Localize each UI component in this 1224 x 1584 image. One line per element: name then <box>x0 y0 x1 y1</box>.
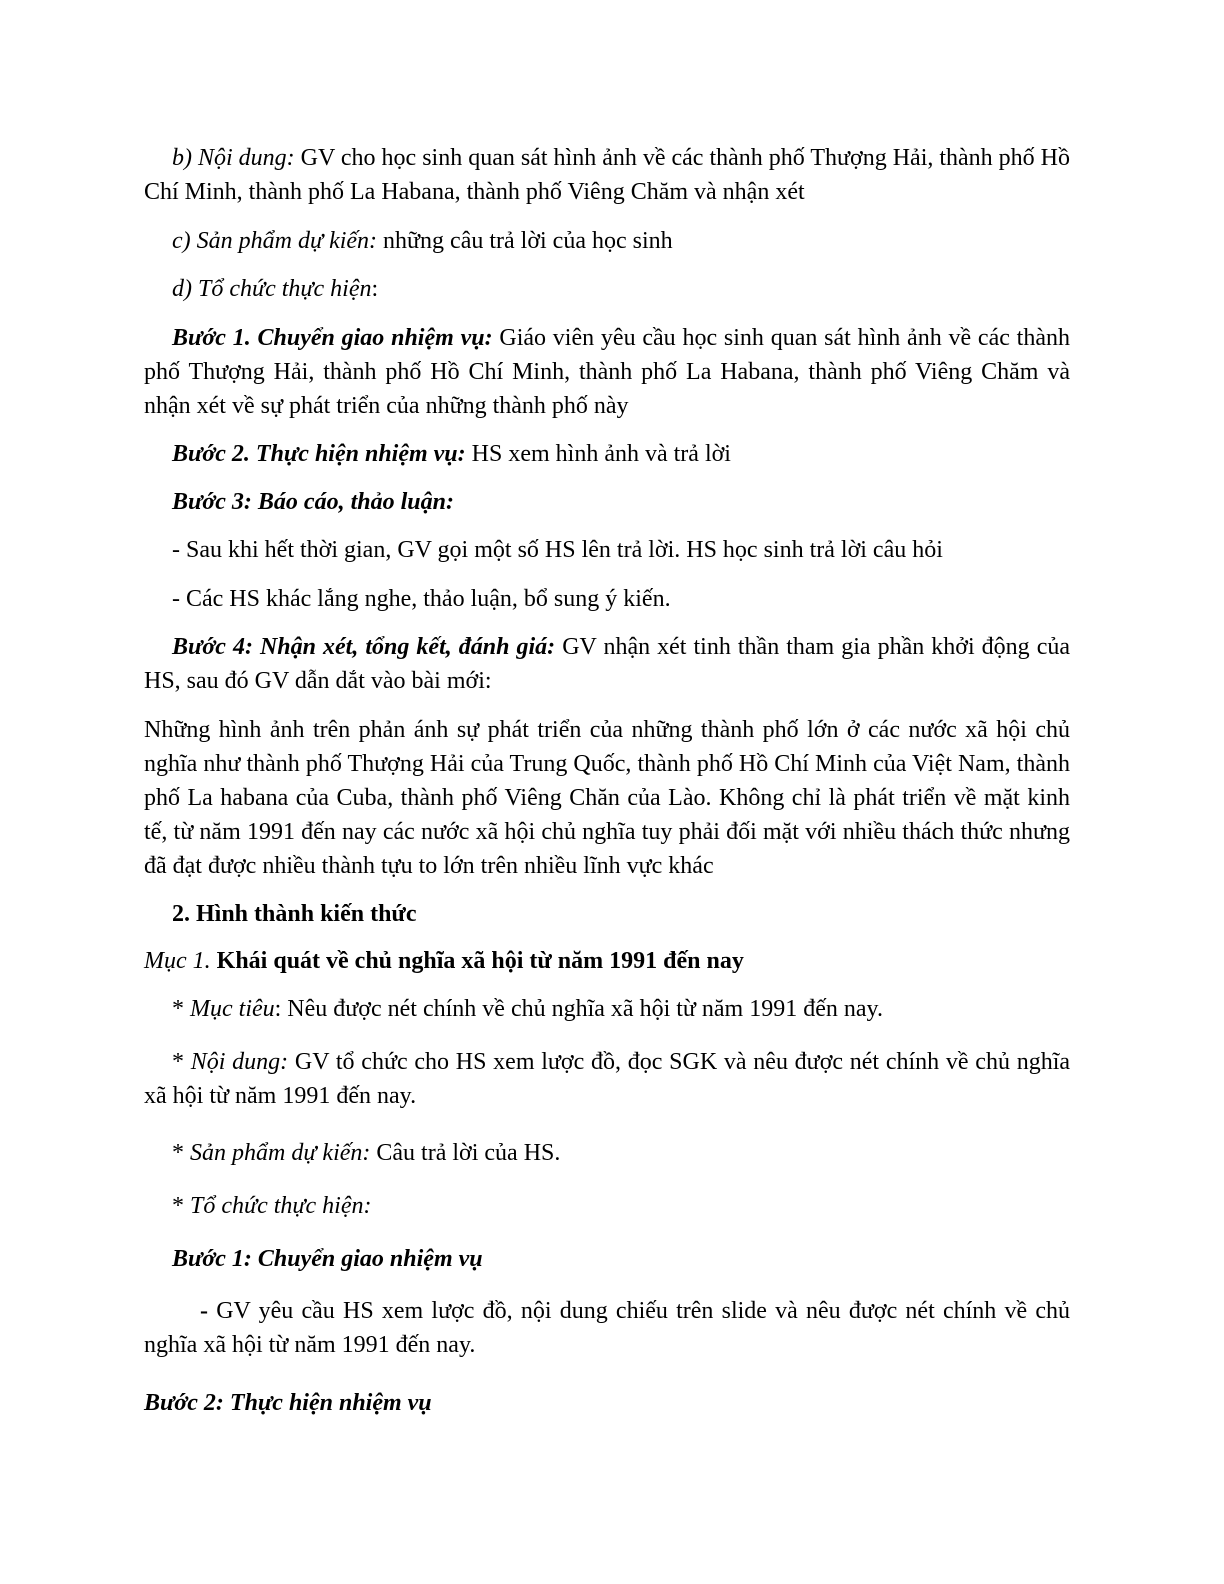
item-step1-text: GV yêu cầu HS xem lược đồ, nội dung chiếu trên slide và nêu được nét chính về chủ nghĩa xã hội từ năm 1991 đến nay. <box>144 1298 1070 1358</box>
step3-paragraph <box>144 485 1070 519</box>
objective-label: Mục tiêu <box>190 996 275 1022</box>
item-heading-label: Mục 1. <box>144 948 211 974</box>
content-text: GV cho học sinh quan sát hình ảnh về các thành phố Thượng Hải, thành phố Hồ Chí Minh, thành phố La Habana, thành phố Viêng Chăm và nhận xét <box>144 145 1071 205</box>
step1-label: Bước 1. Chuyển giao nhiệm vụ: <box>172 325 493 351</box>
item-organize-paragraph <box>144 1189 1070 1223</box>
item-organize-label: Tổ chức thực hiện: <box>190 1193 372 1219</box>
item-step1-dash: - <box>200 1298 217 1324</box>
item-content-prefix: * <box>172 1049 191 1075</box>
item-step2-label: Bước 2: Thực hiện nhiệm vụ <box>144 1390 432 1416</box>
step2-label: Bước 2. Thực hiện nhiệm vụ: <box>172 441 466 467</box>
item-product-paragraph <box>144 1136 1070 1170</box>
report-line-2 <box>144 582 1070 616</box>
item-content-label: Nội dung: <box>190 1049 289 1075</box>
product-paragraph <box>144 224 1070 258</box>
objective-prefix: * <box>172 996 190 1022</box>
step2-text: HS xem hình ảnh và trả lời <box>465 441 731 467</box>
item-step1-label: Bước 1: Chuyển giao nhiệm vụ <box>172 1246 483 1272</box>
item-product-label: Sản phẩm dự kiến: <box>190 1140 371 1166</box>
intro-paragraph <box>144 713 1070 883</box>
organize-text: : <box>371 276 379 302</box>
organize-label: d) Tổ chức thực hiện <box>172 276 372 302</box>
intro-text: Những hình ảnh trên phản ánh sự phát triển của những thành phố lớn ở các nước xã hội chủ nghĩa như thành phố Thượng Hải của Trung Quốc, thành phố Hồ Chí Minh của Việt Nam, thành phố La habana của Cuba, thành phố Viêng Chăn của Lào. Không chỉ là phát triển về mặt kinh tế, từ năm 1991 đến nay các nước xã hội chủ nghĩa tuy phải đối mặt với nhiều thách thức nhưng đã đạt được nhiều thành tựu to lớn trên nhiều lĩnh vực khác <box>144 717 1070 879</box>
report-text-2: - Các HS khác lắng nghe, thảo luận, bổ sung ý kiến. <box>172 586 671 612</box>
item-step1-paragraph <box>144 1294 1070 1362</box>
item-product-prefix: * <box>172 1140 190 1166</box>
item-content-text: GV tổ chức cho HS xem lược đồ, đọc SGK và nêu được nét chính về chủ nghĩa xã hội từ năm 1991 đến nay. <box>144 1049 1071 1109</box>
report-text-1: - Sau khi hết thời gian, GV gọi một số HS lên trả lời. HS học sinh trả lời câu hỏi <box>172 537 943 563</box>
item-heading-text: Khái quát về chủ nghĩa xã hội từ năm 1991 đến nay <box>210 948 744 974</box>
product-text: những câu trả lời của học sinh <box>377 228 673 254</box>
item-heading <box>144 944 1070 978</box>
objective-text: : Nêu được nét chính về chủ nghĩa xã hội từ năm 1991 đến nay. <box>274 996 883 1022</box>
step1-paragraph <box>144 321 1070 423</box>
organize-paragraph <box>144 272 1070 306</box>
section-heading <box>144 897 1070 931</box>
step4-text: GV nhận xét tinh thần tham gia phần khởi động của HS, sau đó GV dẫn dắt vào bài mới: <box>144 634 1070 694</box>
content-paragraph <box>144 141 1070 209</box>
step2-paragraph <box>144 437 1070 471</box>
section-heading-text: 2. Hình thành kiến thức <box>172 901 417 927</box>
item-step1-heading <box>144 1242 1070 1276</box>
item-organize-prefix: * <box>172 1193 190 1219</box>
item-content-paragraph <box>144 1045 1070 1113</box>
content-label: b) Nội dung: <box>172 145 295 171</box>
objective-paragraph <box>144 992 1070 1026</box>
item-step2-heading <box>144 1386 1070 1420</box>
item-product-text: Câu trả lời của HS. <box>370 1140 561 1166</box>
report-line-1 <box>144 533 1070 567</box>
step1-text: Giáo viên yêu cầu học sinh quan sát hình ảnh về các thành phố Thượng Hải, thành phố Hồ Chí Minh, thành phố La Habana, thành phố Viêng Chăm và nhận xét về sự phát triển của những thành phố này <box>144 325 1070 419</box>
product-label: c) Sản phẩm dự kiến: <box>172 228 378 254</box>
step4-paragraph <box>144 630 1070 698</box>
step3-label: Bước 3: Báo cáo, thảo luận: <box>172 489 454 515</box>
step4-label: Bước 4: Nhận xét, tổng kết, đánh giá: <box>172 634 556 660</box>
